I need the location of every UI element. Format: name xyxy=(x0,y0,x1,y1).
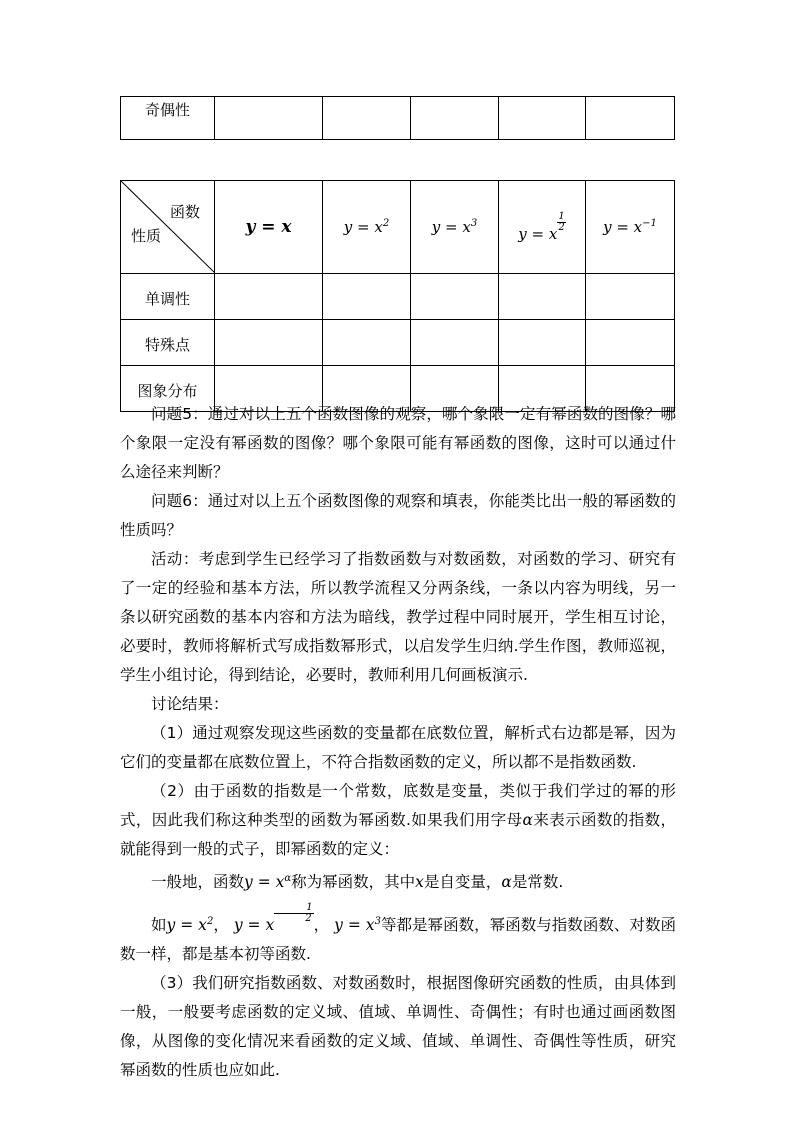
result-2-part-a: （2）由于函数的指数是一个常数，底数是变量，类似于我们学过的幂的形式，因此我们称这种类型的函数为幂函数.如果我们用字母 xyxy=(120,782,676,829)
corner-label-function: 函数 xyxy=(169,203,200,221)
row-label-monotonicity: 单调性 xyxy=(121,274,215,320)
result-2-part-b: 来表示函数的指数，就能得到一般的式子，即幂函数的定义： xyxy=(120,811,676,858)
header-y-eq-x: y = x xyxy=(215,181,323,274)
formula-y-eq-x-alpha: $y = x^\alpha$ xyxy=(244,873,292,892)
corner-label-property: 性质 xyxy=(131,227,162,245)
question-5: 问题5：通过对以上五个函数图像的观察，哪个象限一定有幂函数的图像？哪个象限一定没有幂函数的图像？哪个象限可能有幂函数的图像，这时可以通过什么途径来判断？ xyxy=(120,405,676,481)
table-row xyxy=(121,320,675,366)
definition-part-a: 一般地，函数 xyxy=(151,873,245,892)
result-2 xyxy=(120,777,676,864)
formula-y-eq-x2: $y = x^2$ xyxy=(166,916,214,935)
table-cell xyxy=(215,274,323,320)
row-label-parity: 奇偶性 xyxy=(121,97,215,140)
table-cell xyxy=(586,97,675,140)
row-label-graph-distribution: 图象分布 xyxy=(121,366,215,412)
result-3: （3）我们研究指数函数、对数函数时，根据图像研究函数的性质，由具体到一般，一般要考虑函数的定义域、值域、单调性、奇偶性；有时也通过画函数图像，从图像的变化情况来看函数的定义域、值域、单调性、奇偶性等性质，研究幂函数的性质也应如此. xyxy=(120,974,676,1080)
example-paragraph xyxy=(120,903,676,969)
alpha-symbol: α xyxy=(522,811,533,829)
property-table-continued xyxy=(120,96,675,140)
example-part-b: 等都是幂函数，幂函数与指数函数、对数函数一样，都是基本初等函数. xyxy=(120,916,676,964)
header-y-eq-x2: $y = x^2$ xyxy=(323,181,411,274)
table-cell xyxy=(499,97,586,140)
table-cell xyxy=(323,320,411,366)
body-text xyxy=(120,400,676,1085)
header-y-eq-x-half: y = x $\frac{1}{2}$ xyxy=(499,181,586,274)
power-function-property-table xyxy=(120,180,675,412)
formula-y-eq-x3: $y = x^3$ xyxy=(334,916,381,935)
table-cell xyxy=(323,274,411,320)
formula-y-eq-x-half: y = x $\frac{1}{2}$ xyxy=(233,902,313,935)
diagonal-header-cell xyxy=(121,181,215,274)
example-separator: ， xyxy=(313,916,330,935)
table-cell xyxy=(586,320,675,366)
table-cell xyxy=(411,274,499,320)
table-cell xyxy=(499,274,586,320)
header-y-eq-x-inv: $y = x^{-1}$ xyxy=(586,181,675,274)
table-cell xyxy=(411,97,499,140)
table-cell xyxy=(323,97,411,140)
table-header-row xyxy=(121,181,675,274)
definition-paragraph xyxy=(120,864,676,897)
table-row xyxy=(121,97,675,140)
alpha-symbol: α xyxy=(501,873,512,892)
row-label-special-points: 特殊点 xyxy=(121,320,215,366)
discussion-result-title: 讨论结果： xyxy=(151,695,229,713)
example-separator: ， xyxy=(213,916,229,935)
result-1: （1）通过观察发现这些函数的变量都在底数位置，解析式右边都是幂，因为它们的变量都在底数位置上，不符合指数函数的定义，所以都不是指数函数. xyxy=(120,724,676,771)
table-cell xyxy=(215,320,323,366)
table-cell xyxy=(215,97,323,140)
definition-part-d: 是常数. xyxy=(511,873,564,892)
definition-part-c: 是自变量， xyxy=(423,873,502,892)
table-cell xyxy=(411,320,499,366)
definition-part-b: 称为幂函数，其中 xyxy=(291,873,416,892)
table-cell xyxy=(586,274,675,320)
table-cell xyxy=(499,320,586,366)
example-part-a: 如 xyxy=(151,916,167,935)
header-y-eq-x3: $y = x^3$ xyxy=(411,181,499,274)
table-row xyxy=(121,274,675,320)
variable-x: x xyxy=(415,873,424,892)
activity-paragraph: 活动：考虑到学生已经学习了指数函数与对数函数，对函数的学习、研究有了一定的经验和基本方法，所以教学流程又分两条线，一条以内容为明线，另一条以研究函数的基本内容和方法为暗线，教学过程中同时展开，学生相互讨论，必要时，教师将解析式写成指数幂形式，以启发学生归纳.学生作图，教师巡视，学生小组讨论，得到结论，必要时，教师利用几何画板演示. xyxy=(120,550,676,684)
question-6: 问题6：通过对以上五个函数图像的观察和填表，你能类比出一般的幂函数的性质吗？ xyxy=(120,492,676,539)
